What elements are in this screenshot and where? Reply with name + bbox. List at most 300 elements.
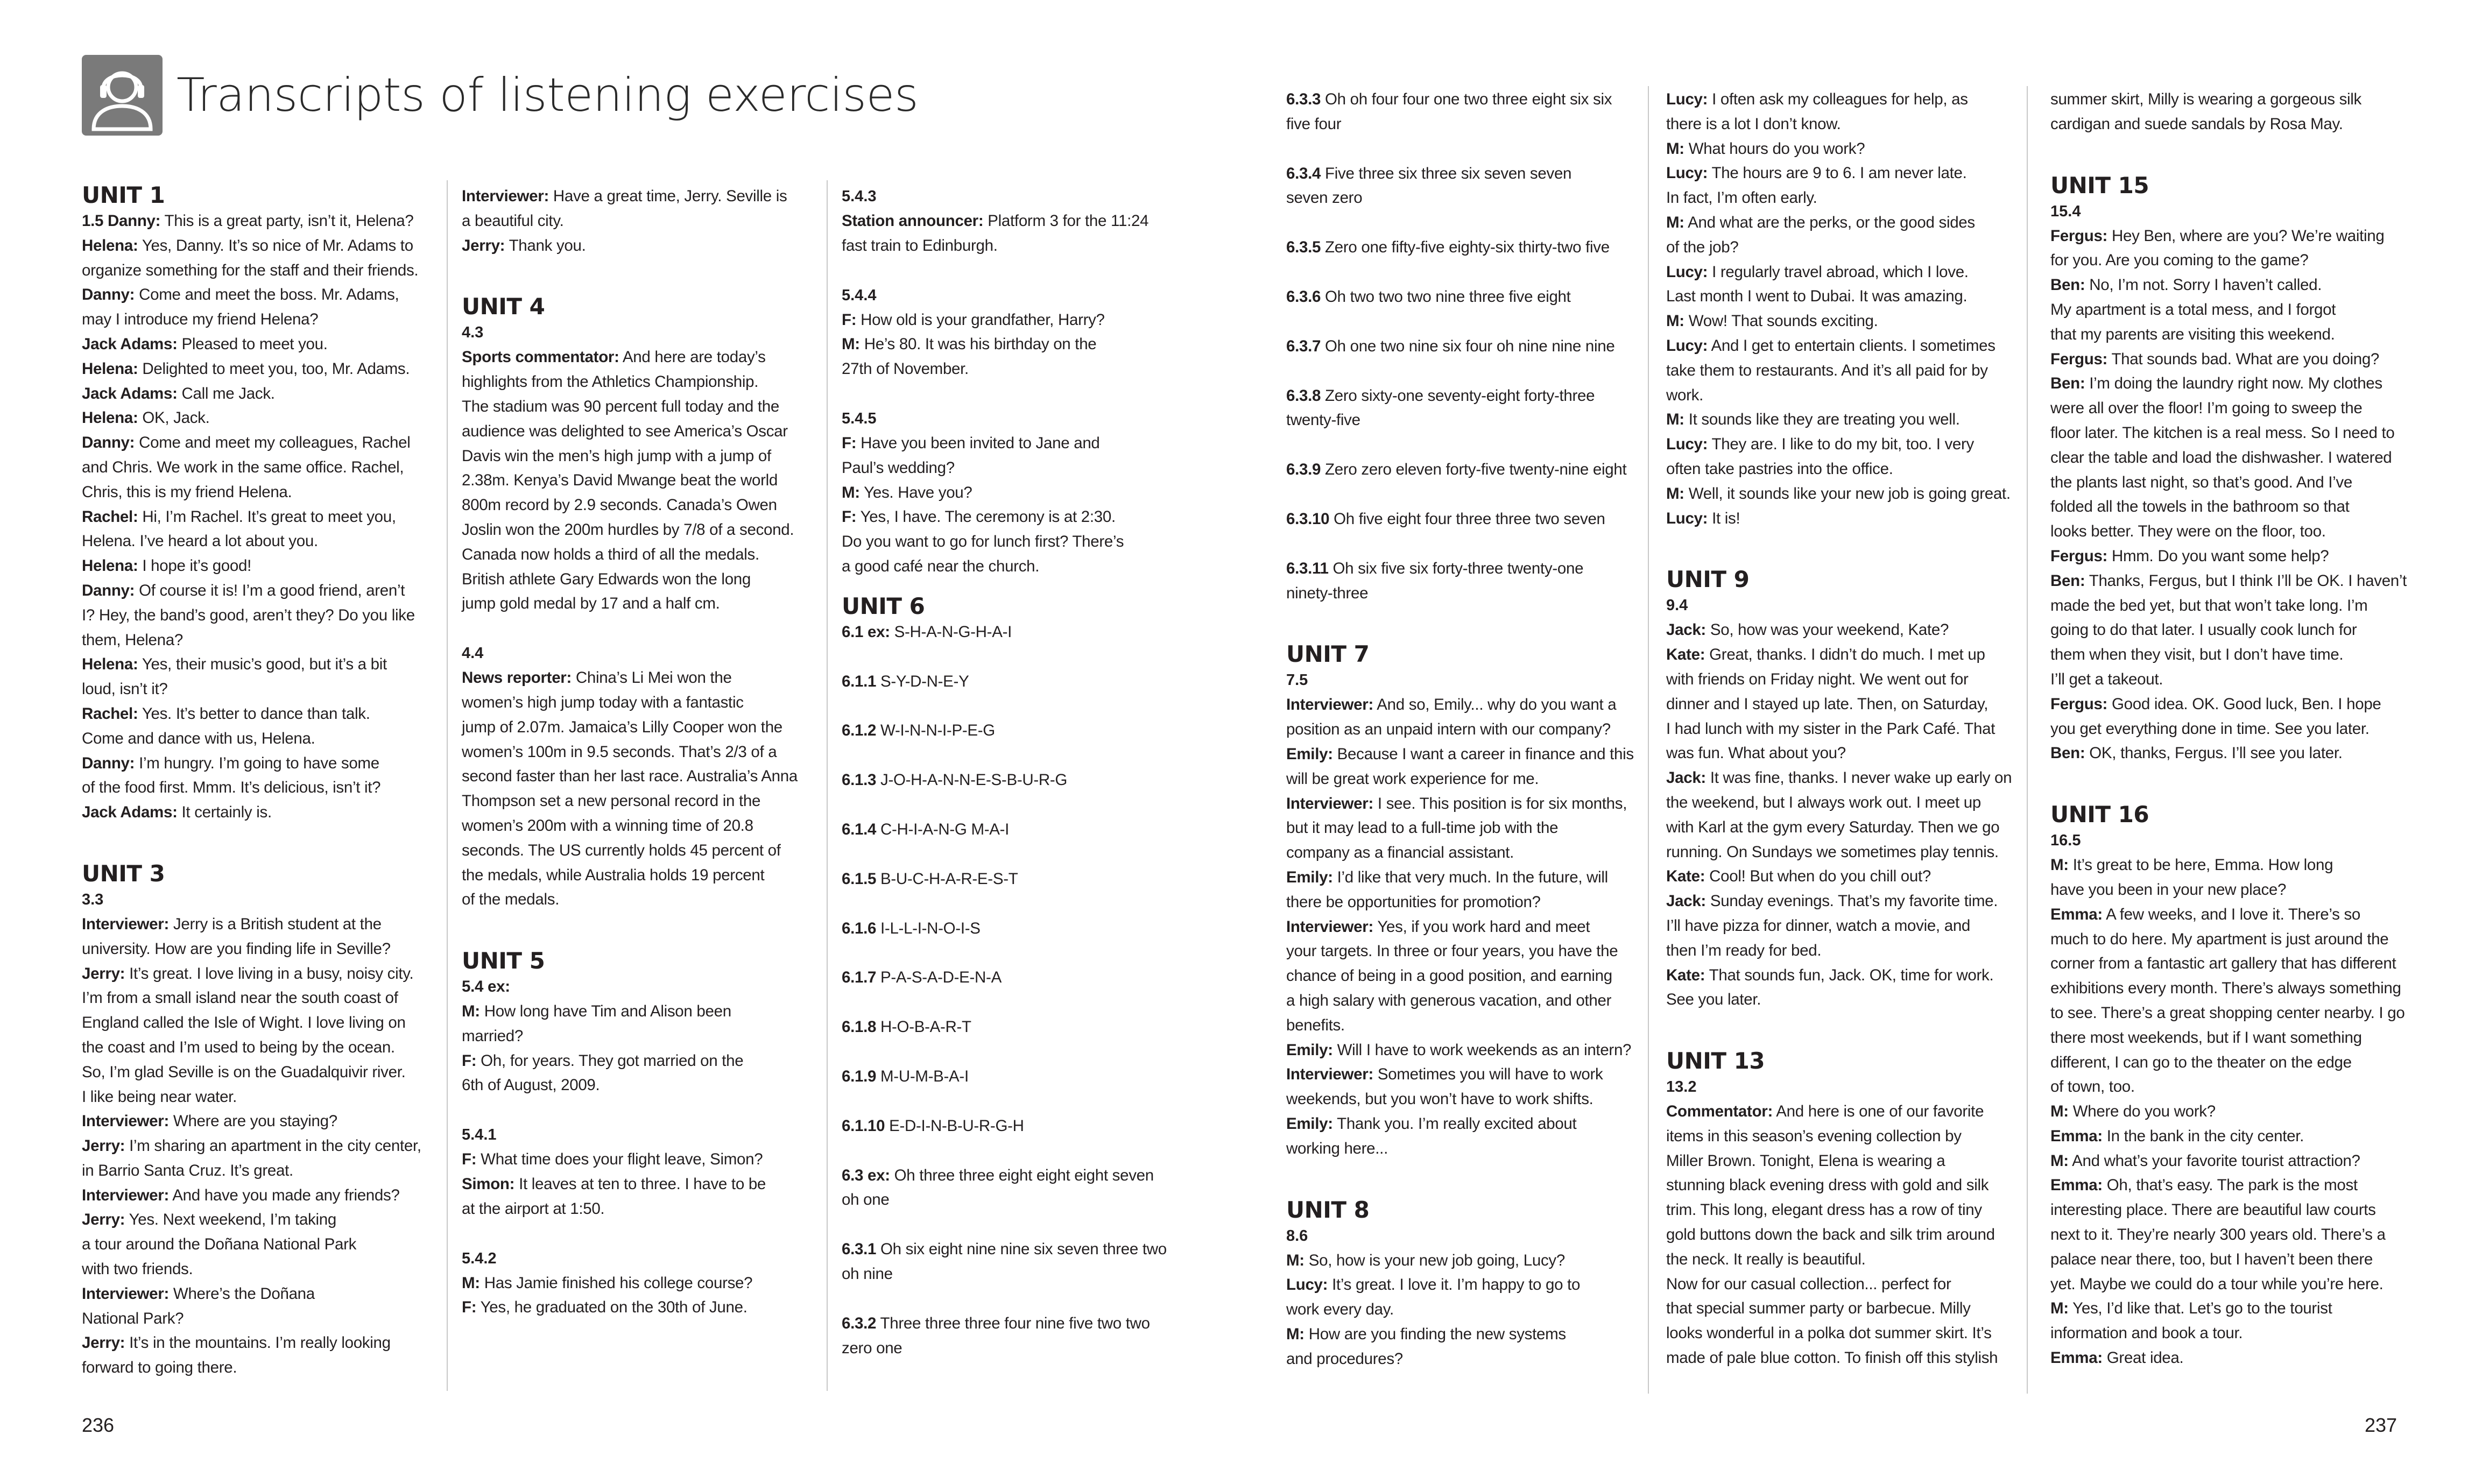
transcript-text: And here are today’s [619,348,766,366]
page-title: Transcripts of listening exercises [177,68,919,122]
transcript-line [2050,1346,2395,1370]
transcript-line [842,505,1186,529]
speaker-label: F: [842,434,857,452]
transcript-text: Thompson set a new personal record in the [462,792,761,810]
transcript-text: England called the Isle of Wight. I love living on [82,1014,406,1032]
transcript-line [2050,1173,2395,1198]
speaker-label: M: [1286,1325,1305,1343]
transcript-line [1666,112,2011,137]
transcript-text: there be opportunities for promotion? [1286,893,1541,911]
transcript-text: Well, it sounds like your new job is going great. [1684,484,2011,503]
transcript-text: I had lunch with my sister in the Park Café. That [1666,719,1996,738]
transcript-line [842,1163,1186,1188]
transcript-text: I-L-L-I-N-O-I-S [876,919,981,937]
transcript-line [1666,161,2011,186]
transcript-line [1286,890,1631,915]
spacer [1286,433,1631,457]
transcript-text: of town, too. [2050,1078,2135,1096]
spacer [842,645,1186,669]
transcript-text: summer skirt, Milly is wearing a gorgeous silk [2050,90,2362,108]
transcript-text: palace near there, too, but I haven’t been there [2050,1250,2373,1268]
transcript-text: Thank you. I’m really excited about [1332,1114,1577,1133]
transcript-line [2050,951,2395,976]
transcript-line [82,1331,426,1355]
transcript-text: your targets. In three or four years, you have the [1286,942,1618,960]
spacer [842,793,1186,817]
spacer [842,941,1186,965]
transcript-text: It is! [1708,509,1740,527]
transcript-text: running. On Sundays we sometimes play tennis. [1666,843,1999,861]
transcript-line [1666,1099,2011,1124]
transcript-text: Three three three four nine five two two [876,1314,1150,1332]
transcript-line [2050,371,2395,396]
section-header [82,55,918,136]
transcript-line [462,591,806,616]
transcript-line [2050,347,2395,372]
transcript-text: the weekend, but I always work out. I meet up [1666,793,1982,811]
transcript-line [1286,1297,1631,1322]
transcript-text: Oh five eight four three three two seven [1329,510,1605,528]
transcript-text: And here is one of our favorite [1773,1103,1984,1121]
transcript-line [1666,457,2011,482]
transcript-text: 27th of November. [842,360,969,378]
transcript-line [1666,235,2011,260]
transcript-text: Come and meet my colleagues, Rachel [135,434,411,452]
transcript-text: In the bank in the city center. [2102,1127,2304,1145]
transcript-line [462,974,806,999]
transcript-line [842,620,1186,645]
transcript-text: That sounds fun, Jack. OK, time for work. [1705,966,1994,984]
transcript-text: So, how was your weekend, Kate? [1705,621,1949,639]
speaker-label: M: [1286,1251,1305,1269]
speaker-label: Helena: [82,359,138,378]
spacer [842,1287,1186,1311]
transcript-line [82,775,426,800]
transcript-line [1666,1272,2011,1297]
transcript-text: trim. This long, elegant dress has a row of tiny [1666,1201,1982,1219]
exercise-number: 5.4.5 [842,409,877,427]
unit-heading: UNIT 16 [2050,801,2149,828]
transcript-text: C-H-I-A-N-G M-A-I [876,820,1010,838]
transcript-line [82,209,426,234]
transcript-text: yet. Maybe we could do a tour while you’re here. [2050,1275,2384,1293]
transcript-text: Great, thanks. I didn’t do much. I met up [1705,646,1985,664]
speaker-label: Fergus: [2050,350,2108,368]
speaker-label: Kate: [1666,867,1705,886]
transcript-line [2050,618,2395,642]
transcript-line [1666,1149,2011,1174]
transcript-text: the plants last night, so that’s good. And I’ve [2050,473,2352,491]
transcript-line [2050,248,2395,273]
speaker-label: Lucy: [1666,336,1708,355]
spacer [1286,1161,1631,1197]
transcript-text: women’s high jump today with a fantastic [462,693,744,711]
transcript-text: China’s Li Mei won the [572,669,732,687]
transcript-line [462,1271,806,1296]
transcript-text: five four [1286,115,1342,133]
spacer [1286,605,1631,641]
spacer [1286,359,1631,384]
spacer [2050,137,2395,172]
speaker-label: Helena: [82,557,138,575]
transcript-line [82,1085,426,1110]
speaker-label: Fergus: [2050,547,2108,565]
speaker-label: Interviewer: [1286,696,1373,714]
transcript-text: Oh six eight nine nine six seven three two [876,1240,1167,1259]
speaker-label: Interviewer: [82,1112,169,1130]
transcript-text: the coast and I’m used to being by the ocean. [82,1038,395,1056]
speaker-label: 6.1.9 [842,1067,877,1085]
speaker-label: 6.1.1 [842,672,877,690]
transcript-line [1666,1346,2011,1370]
transcript-text: It certainly is. [177,803,272,822]
transcript-line [2050,446,2395,470]
transcript-text: It was fine, thanks. I never wake up early on [1705,769,2012,787]
transcript-text: Yes, I have. The ceremony is at 2:30. [856,508,1116,526]
transcript-line [2050,519,2395,544]
transcript-line [2050,1124,2395,1149]
transcript-line [462,666,806,690]
transcript-line [842,669,1186,694]
transcript-text: I often ask my colleagues for help, as [1708,90,1968,108]
transcript-text: H-O-B-A-R-T [876,1018,971,1036]
transcript-text: working here... [1286,1139,1388,1157]
column-3 [842,184,1186,1360]
speaker-label: 6.1.6 [842,919,877,937]
transcript-text: fast train to Edinburgh. [842,236,998,255]
transcript-line [2050,1026,2395,1050]
transcript-line [2050,878,2395,902]
transcript-text: second faster than her last race. Australia’s Anna [462,767,798,786]
transcript-line [842,1336,1186,1361]
speaker-label: 6.1.7 [842,969,877,987]
transcript-text: university. How are you finding life in Seville? [82,939,391,958]
transcript-text: going to do that later. I usually cook lunch for [2050,621,2357,639]
speaker-label: M: [2050,1299,2069,1318]
speaker-label: 6.3.4 [1286,164,1321,182]
speaker-label: Danny: [82,286,135,304]
speaker-label: Emily: [1286,868,1333,886]
speaker-label: Ben: [2050,374,2085,393]
transcript-line [82,1158,426,1183]
column-5 [1666,87,2011,1370]
speaker-label: Interviewer: [82,1186,169,1204]
transcript-text: company as a financial assistant. [1286,844,1514,862]
transcript-line [842,1311,1186,1336]
transcript-text: Helena. I’ve heard a lot about you. [82,532,318,550]
transcript-text: And what’s your favorite tourist attraction? [2068,1151,2360,1170]
transcript-line [2050,298,2395,322]
unit-heading: UNIT 9 [1666,566,1750,593]
transcript-line [2050,1247,2395,1272]
transcript-line [842,1114,1186,1139]
transcript-line [82,1257,426,1282]
transcript-text: Oh one two nine six four oh nine nine nine [1321,337,1615,355]
transcript-text: cardigan and suede sandals by Rosa May. [2050,115,2343,133]
spacer [1286,210,1631,235]
transcript-text: 6th of August, 2009. [462,1076,600,1094]
spacer [842,381,1186,406]
transcript-text: It sounds like they are treating you well. [1684,411,1960,429]
transcript-text: How old is your grandfather, Harry? [856,310,1105,329]
transcript-text: It’s great. I love it. I’m happy to go to [1328,1276,1581,1294]
speaker-label: F: [462,1150,477,1169]
transcript-line [2050,544,2395,569]
transcript-text: I’m hungry. I’m going to have some [135,754,379,772]
transcript-text: the neck. It really is beautiful. [1666,1250,1866,1268]
transcript-line [462,1172,806,1197]
transcript-line [1666,334,2011,358]
transcript-text: Sometimes you will have to work [1373,1065,1603,1084]
transcript-text: Wow! That sounds exciting. [1684,312,1878,330]
speaker-label: Interviewer: [1286,917,1373,936]
transcript-line [1666,717,2011,741]
transcript-line [1286,915,1631,939]
transcript-text: In fact, I’m often early. [1666,189,1817,207]
transcript-text: Come and dance with us, Helena. [82,729,315,747]
exercise-number: 5.4.1 [462,1126,497,1144]
transcript-line [462,493,806,518]
transcript-text: That sounds bad. What are you doing? [2107,350,2380,368]
transcript-line [1286,840,1631,865]
transcript-line [1286,816,1631,840]
exercise-number: 5.4.4 [842,286,877,304]
transcript-text: for you. Are you coming to the game? [2050,251,2309,270]
transcript-line [82,751,426,776]
speaker-label: Jack: [1666,621,1706,639]
transcript-text: organize something for the staff and their friends. [82,261,419,279]
speaker-label: 1.5 Danny: [82,212,161,230]
transcript-text: at the airport at 1:50. [462,1199,605,1218]
transcript-line [842,332,1186,357]
transcript-line [1666,914,2011,938]
speaker-label: 6.3.6 [1286,287,1321,306]
transcript-text: Oh six five six forty-three twenty-one [1328,559,1584,577]
speaker-label: Sports commentator: [462,348,619,366]
speaker-label: 6.3.8 [1286,386,1321,405]
transcript-text: items in this season’s evening collection by [1666,1127,1962,1145]
transcript-text: Now for our casual collection... perfect for [1666,1275,1951,1293]
transcript-line [1666,840,2011,865]
transcript-line [1666,482,2011,506]
transcript-text: work every day. [1286,1301,1394,1319]
transcript-text: Yes. Have you? [859,483,972,501]
speaker-label: Station announcer: [842,212,984,230]
transcript-line [842,209,1186,234]
transcript-line [462,789,806,814]
speaker-label: Rachel: [82,507,138,526]
speaker-label: Interviewer: [462,187,549,205]
speaker-label: 6.1.5 [842,870,877,888]
transcript-text: them, Helena? [82,631,183,649]
exercise-number: 8.6 [1286,1227,1308,1245]
transcript-line [2050,692,2395,717]
transcript-line [1666,889,2011,914]
transcript-line [1286,1322,1631,1347]
spacer [1286,260,1631,285]
speaker-label: M: [2050,856,2069,874]
transcript-text: in Barrio Santa Cruz. It’s great. [82,1161,293,1179]
spacer [842,694,1186,718]
speaker-label: F: [462,1298,477,1317]
speaker-label: Emily: [1286,1114,1333,1133]
transcript-text: may I introduce my friend Helena? [82,310,319,329]
transcript-line [1286,939,1631,964]
transcript-text: then I’m ready for bed. [1666,941,1822,959]
transcript-text: 800m record by 2.9 seconds. Canada’s Owen [462,496,777,514]
transcript-line [842,234,1186,258]
transcript-line [1286,161,1631,186]
transcript-text: seconds. The US currently holds 45 percent of [462,841,781,859]
transcript-line [2050,1099,2395,1124]
transcript-line [1286,717,1631,742]
transcript-line [842,1015,1186,1040]
transcript-line [462,1073,806,1098]
transcript-text: floor later. The kitchen is a real mess. So I need to [2050,423,2395,442]
transcript-text: Has Jamie finished his college course? [480,1274,753,1292]
speaker-label: M: [1666,139,1684,158]
transcript-line [1666,642,2011,667]
transcript-line [1286,87,1631,112]
transcript-line [1666,987,2011,1012]
unit-heading: UNIT 6 [842,592,925,619]
transcript-text: The stadium was 90 percent full today and the [462,397,779,415]
transcript-line [1286,742,1634,767]
transcript-text: British athlete Gary Edwards won the long [462,570,751,588]
transcript-line [82,1183,426,1208]
transcript-line [1286,1013,1631,1038]
transcript-line [82,430,426,455]
transcript-line [1666,358,2011,383]
transcript-text: Come and meet the boss. Mr. Adams, [135,286,399,304]
transcript-line [82,505,426,529]
page-number-left: 236 [82,1414,115,1436]
transcript-line [462,764,806,789]
speaker-label: Interviewer: [1286,794,1373,812]
speaker-label: 6.3.11 [1286,559,1329,577]
transcript-line [2050,642,2395,667]
transcript-text: Jerry is a British student at the [169,915,382,933]
transcript-line [842,817,1186,842]
speaker-label: Emma: [2050,1176,2103,1195]
transcript-line [1666,260,2011,285]
transcript-text: Hi, I’m Rachel. It’s great to meet you, [138,507,396,526]
transcript-line [842,1262,1186,1287]
transcript-text: Thank you. [505,236,586,255]
transcript-line [82,1282,426,1306]
transcript-line [82,455,426,480]
column-divider [827,180,828,1391]
transcript-text: but it may lead to a full-time job with the [1286,819,1559,837]
speaker-label: Emily: [1286,745,1333,763]
transcript-text: looks wonderful in a polka dot summer skirt. It’s [1666,1324,1992,1342]
exercise-number: 5.4.2 [462,1249,497,1267]
transcript-text: weekends, but you won’t have to work shifts. [1286,1090,1593,1108]
speaker-label: Ben: [2050,276,2085,294]
transcript-line [1286,457,1631,482]
transcript-line [82,1306,426,1331]
transcript-line [1666,1222,2011,1247]
transcript-line [2050,87,2395,112]
transcript-line [1666,1247,2011,1272]
transcript-text: Joslin won the 200m hurdles by 7/8 of a second. [462,520,794,539]
transcript-line [842,308,1186,333]
transcript-line [462,1197,806,1221]
transcript-line [1666,766,2011,790]
transcript-text: Chris, this is my friend Helena. [82,483,292,501]
speaker-label: 6.1 ex: [842,623,890,641]
transcript-text: What time does your flight leave, Simon? [476,1150,763,1169]
transcript-text: Yes, he graduated on the 30th of June. [476,1298,748,1317]
transcript-text: Hey Ben, where are you? We’re waiting [2107,227,2385,245]
transcript-line [842,916,1186,941]
transcript-text: I? Hey, the band’s good, aren’t they? Do you like [82,606,415,624]
transcript-text: a good café near the church. [842,557,1040,575]
transcript-line [1286,1112,1631,1136]
speaker-label: 6.3.2 [842,1314,877,1332]
transcript-text: Oh oh four four one two three eight six six [1321,90,1612,108]
speaker-label: Emma: [2050,1127,2103,1145]
speaker-label: Emma: [2050,905,2103,923]
transcript-line [1666,864,2011,889]
spacer [842,258,1186,283]
transcript-line [1286,1273,1631,1297]
spacer [2050,766,2395,801]
transcript-line [2050,112,2395,137]
transcript-line [2050,1296,2395,1321]
speaker-label: 6.1.10 [842,1116,885,1135]
transcript-line [1286,1087,1631,1112]
speaker-label: Lucy: [1666,509,1708,527]
speaker-label: Ben: [2050,571,2085,590]
speaker-label: M: [1666,411,1684,429]
transcript-line [1666,963,2011,988]
transcript-line [2050,741,2395,766]
transcript-text: E-D-I-N-B-U-R-G-H [885,1116,1024,1135]
transcript-text: B-U-C-H-A-R-E-S-T [876,870,1018,888]
speaker-label: Jerry: [82,1334,125,1352]
transcript-line [82,1010,426,1035]
speaker-label: M: [842,483,860,501]
speaker-label: F: [842,508,857,526]
unit-heading: UNIT 3 [82,860,165,887]
transcript-line [1666,506,2011,531]
transcript-line [842,965,1186,990]
transcript-line [1666,137,2011,161]
unit-heading: UNIT 1 [82,182,165,208]
transcript-text: I’d like that very much. In the future, will [1332,868,1608,886]
transcript-line [842,768,1186,793]
unit-heading: UNIT 5 [462,948,545,974]
transcript-line [462,1024,806,1049]
transcript-text: audience was delighted to see America’s Oscar [462,422,788,440]
transcript-line [2050,421,2395,446]
transcript-line [1666,407,2011,432]
transcript-text: of the job? [1666,238,1739,256]
transcript-text: information and book a tour. [2050,1324,2243,1342]
transcript-text: It’s in the mountains. I’m really looking [125,1334,391,1352]
transcript-line [462,370,806,394]
transcript-line [462,838,806,863]
transcript-text: Where are you staying? [169,1112,337,1130]
transcript-text: Zero zero eleven forty-five twenty-nine eight [1321,461,1627,479]
transcript-line [82,800,426,825]
transcript-line [842,1188,1186,1212]
transcript-text: Oh three three eight eight eight seven [890,1166,1154,1184]
speaker-label: 6.3 ex: [842,1166,890,1184]
transcript-text: seven zero [1286,189,1363,207]
transcript-text: It’s great. I love living in a busy, noisy city. [125,964,414,983]
